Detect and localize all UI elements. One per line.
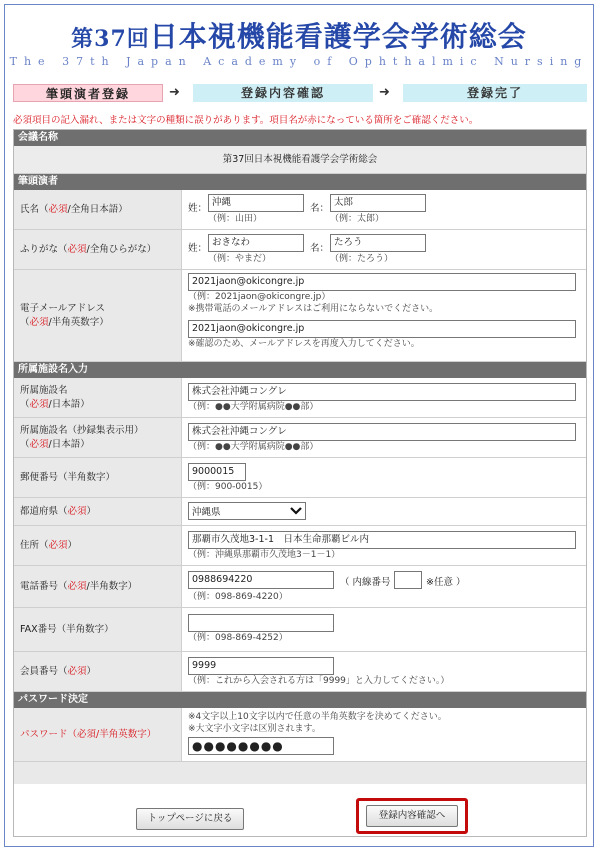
registration-form	[13, 129, 587, 837]
row-facility-display: 所属施設名（抄録集表示用） （必須/日本語） 株式会社沖縄コングレ （例：●●大学附属病院●●部）	[14, 418, 586, 458]
header	[5, 5, 593, 83]
email-input[interactable]: 2021jaon@okicongre.jp	[188, 273, 576, 291]
label-facility: 所属施設名 （必須/日本語）	[14, 378, 182, 417]
prefecture-select[interactable]: 沖縄県	[188, 502, 306, 520]
label-member: 会員番号（必須）	[14, 652, 182, 691]
row-member: 会員番号（必須） 9999 （例：これから入会される方は「9999」と入力してください。）	[14, 652, 586, 692]
form-actions	[14, 784, 586, 836]
last-name-input[interactable]: 沖縄	[208, 194, 304, 212]
label-address: 住所（必須）	[14, 526, 182, 565]
page-frame	[4, 4, 594, 847]
section-affiliation: 所属施設名入力	[14, 362, 586, 378]
title-main: 日本視機能看護学会学術総会	[149, 20, 527, 53]
label-postal: 郵便番号（半角数字）	[14, 458, 182, 497]
label-phone: 電話番号（必須/半角数字）	[14, 566, 182, 607]
row-facility: 所属施設名 （必須/日本語） 株式会社沖縄コングレ （例：●●大学附属病院●●部）	[14, 378, 586, 418]
back-to-top-button[interactable]: トップページに戻る	[136, 808, 244, 830]
row-password: パスワード（必須/半角英数字） ※4文字以上10文字以内で任意の半角英数字を決めてください。 ※大文字小文字は区別されます。 ●●●●●●●●	[14, 708, 586, 762]
first-name-kana-input[interactable]: たろう	[330, 234, 426, 252]
label-name: 氏名（必須/全角日本語）	[14, 190, 182, 229]
row-fax: FAX番号（半角数字） （例：098-869-4252）	[14, 608, 586, 652]
email-confirm-input[interactable]: 2021jaon@okicongre.jp	[188, 320, 576, 338]
section-password: パスワード決定	[14, 692, 586, 708]
row-phone: 電話番号（必須/半角数字） 0988694220 （ 内線番号 ※任意 ） （例：098-869-4220）	[14, 566, 586, 608]
row-kana: ふりがな（必須/全角ひらがな） 姓： おきなわ （例：やまだ） 名： たろう （例：たろう）	[14, 230, 586, 270]
row-postal: 郵便番号（半角数字） 9000015 （例：900-0015）	[14, 458, 586, 498]
row-email: 電子メールアドレス （必須/半角英数字） 2021jaon@okicongre.jp （例：2021jaon@okicongre.jp） ※携帯電話のメールアドレスはご利用にならないでください。 2021jaon@okicongre.jp ※確認のため、メールアドレスを再度入力してください。	[14, 270, 586, 362]
progress-steps	[13, 84, 587, 104]
section-conference: 会議名称	[14, 130, 586, 146]
step-arrow-icon: ➜	[169, 85, 180, 100]
row-name: 氏名（必須/全角日本語） 姓： 沖縄 （例：山田） 名： 太郎 （例：太郎）	[14, 190, 586, 230]
label-kana: ふりがな（必須/全角ひらがな）	[14, 230, 182, 269]
form-footer	[14, 762, 586, 784]
facility-input[interactable]: 株式会社沖縄コングレ	[188, 383, 576, 401]
label-facility-display: 所属施設名（抄録集表示用） （必須/日本語）	[14, 418, 182, 457]
member-number-input[interactable]: 9999	[188, 657, 334, 675]
label-prefecture: 都道府県（必須）	[14, 498, 182, 525]
last-name-kana-input[interactable]: おきなわ	[208, 234, 304, 252]
page-title	[5, 15, 593, 55]
chevron-down-icon	[290, 507, 302, 515]
label-email: 電子メールアドレス （必須/半角英数字）	[14, 270, 182, 361]
row-prefecture	[14, 498, 586, 526]
password-input[interactable]: ●●●●●●●●	[188, 737, 334, 755]
section-presenter: 筆頭演者	[14, 174, 586, 190]
address-input[interactable]: 那覇市久茂地3-1-1 日本生命那覇ビル内	[188, 531, 576, 549]
row-address: 住所（必須） 那覇市久茂地3-1-1 日本生命那覇ビル内 （例：沖縄県那覇市久茂地3－1－1）	[14, 526, 586, 566]
phone-input[interactable]: 0988694220	[188, 571, 334, 589]
facility-display-input[interactable]: 株式会社沖縄コングレ	[188, 423, 576, 441]
extension-input[interactable]	[394, 571, 422, 589]
first-name-input[interactable]: 太郎	[330, 194, 426, 212]
label-password: パスワード（必須/半角英数字）	[14, 708, 182, 761]
step-presenter-registration: 筆頭演者登録	[13, 84, 163, 102]
error-message: 必須項目の記入漏れ、または文字の種類に誤りがあります。項目名が赤になっている箇所をご確認ください。	[13, 115, 479, 126]
postal-code-input[interactable]: 9000015	[188, 463, 246, 481]
title-english: The 37th Japan Academy of Ophthalmic Nursing	[9, 55, 589, 68]
fax-input[interactable]	[188, 614, 334, 632]
title-prefix: 第37回	[71, 26, 150, 52]
step-confirm: 登録内容確認	[193, 84, 373, 102]
confirm-registration-button[interactable]: 登録内容確認へ	[366, 805, 458, 827]
label-fax: FAX番号（半角数字）	[14, 608, 182, 651]
step-complete: 登録完了	[403, 84, 587, 102]
conference-name: 第37回日本視機能看護学会学術総会	[14, 146, 586, 174]
step-arrow-icon: ➜	[379, 85, 390, 100]
